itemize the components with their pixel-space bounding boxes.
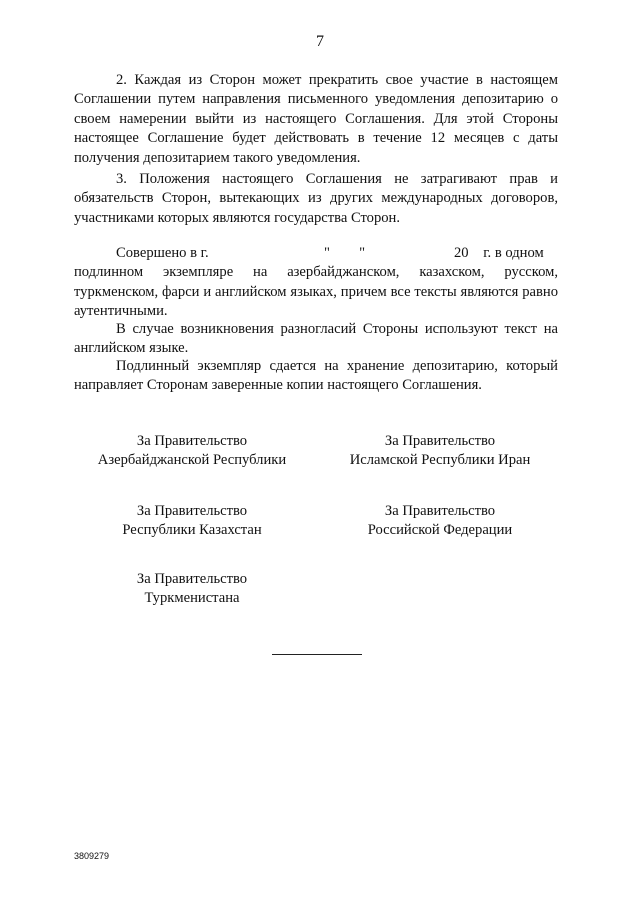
signature-block-iran <box>320 432 560 471</box>
date-quotes: " " <box>324 245 366 261</box>
signature-block-kazakhstan <box>72 502 312 541</box>
signature-block-turkmenistan <box>72 570 312 609</box>
paragraph-withdrawal <box>74 71 558 168</box>
paragraph-text: Подлинный экземпляр сдается на хранение депозитарию, который направляет Сторонам заверенные копии настоящего Соглашения. <box>74 358 558 394</box>
done-at-line <box>74 244 558 263</box>
signature-line1: За Правительство <box>136 571 248 587</box>
signature-block-russia <box>320 502 560 541</box>
signature-line2: Туркменистана <box>144 590 240 607</box>
signature-line1: За Правительство <box>384 433 496 449</box>
paragraph-disagreements <box>74 320 558 359</box>
paragraph-text: В случае возникновения разногласий Стороны используют текст на английском языке. <box>74 321 558 357</box>
signature-line1: За Правительство <box>384 503 496 519</box>
signature-line1: За Правительство <box>136 433 248 449</box>
paragraph-text: 2. Каждая из Сторон может прекратить свое участие в настоящем Соглашении путем направления письменного уведомления депозитарию о своем намерении выйти из настоящего Соглашения. Для этой Стороны настоящее Соглашение будет действовать в течение 12 месяцев с даты получения депозитарием такого уведомления. <box>74 72 558 166</box>
signature-line2: Республики Казахстан <box>122 522 262 539</box>
done-at-text: Совершено в г. <box>116 245 209 261</box>
year-text: 20 г. в одном <box>454 245 544 261</box>
signature-line2: Азербайджанской Республики <box>97 452 287 469</box>
signature-line2: Российской Федерации <box>367 522 513 539</box>
end-rule <box>272 654 362 655</box>
paragraph-text: 3. Положения настоящего Соглашения не затрагивают прав и обязательств Сторон, вытекающих из других международных договоров, участниками которых являются государства Сторон. <box>74 171 558 226</box>
paragraph-depositary <box>74 357 558 396</box>
signature-line2: Исламской Республики Иран <box>349 452 531 469</box>
paragraph-done-at <box>74 244 558 322</box>
signature-line1: За Правительство <box>136 503 248 519</box>
paragraph-other-treaties <box>74 170 558 228</box>
document-code: 3809279 <box>74 851 110 861</box>
page-number: 7 <box>316 33 324 50</box>
paragraph-text: подлинном экземпляре на азербайджанском, казахском, русском, туркменском, фарси и английском языках, причем все тексты являются равно аутентичными. <box>74 264 558 320</box>
signature-block-azerbaijan <box>72 432 312 471</box>
